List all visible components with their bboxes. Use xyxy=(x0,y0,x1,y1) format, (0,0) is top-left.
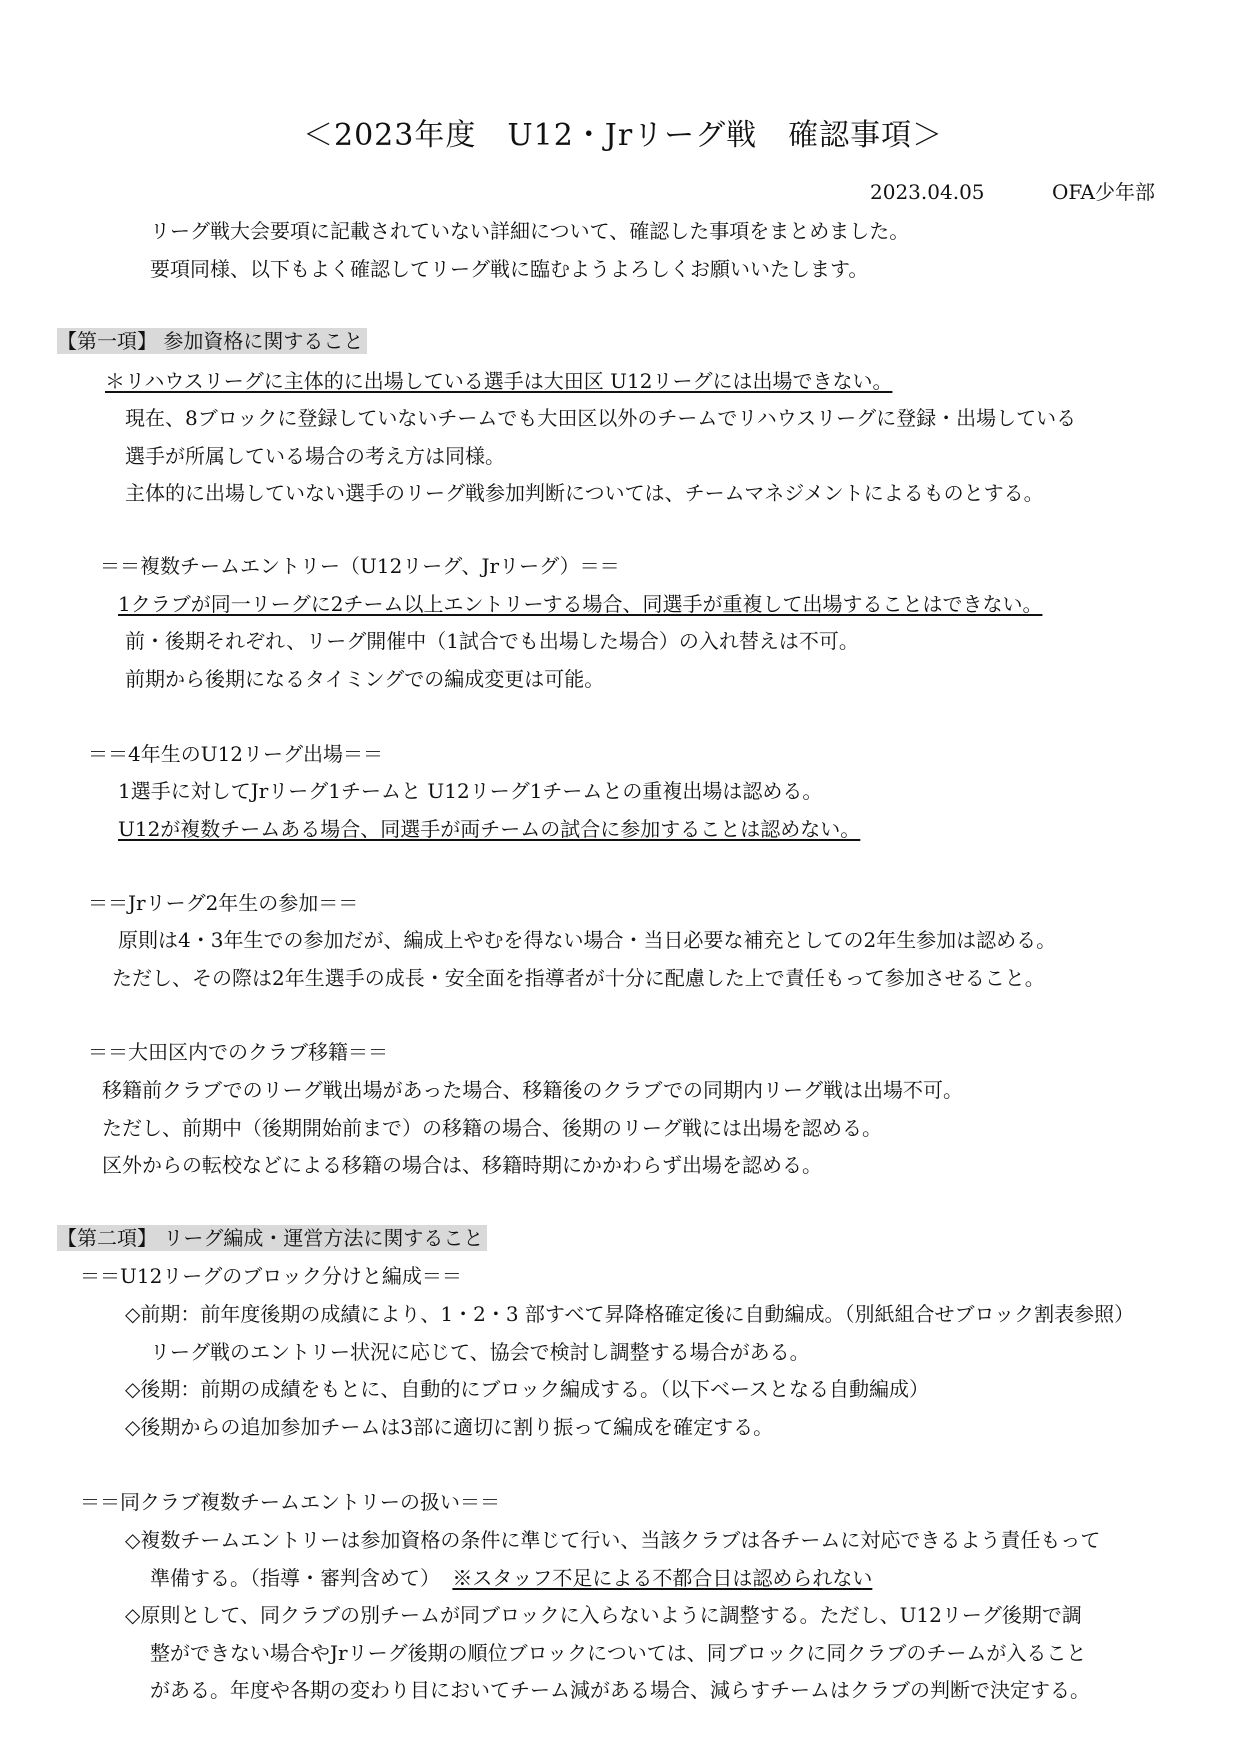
body-line: 選手が所属している場合の考え方は同様。 xyxy=(125,444,505,468)
body-line: ただし、その際は2年生選手の成長・安全面を指導者が十分に配慮した上で責任もって参加させること。 xyxy=(112,966,1045,990)
body-line xyxy=(150,1565,872,1591)
body-line: 移籍前クラブでのリーグ戦出場があった場合、移籍後のクラブでの同期内リーグ戦は出場不可。 xyxy=(102,1078,963,1102)
body-line: ◇後期：前期の成績をもとに、自動的にブロック編成する。（以下ベースとなる自動編成） xyxy=(125,1377,929,1401)
body-line: ◇後期からの追加参加チームは3部に適切に割り振って編成を確定する。 xyxy=(125,1415,774,1439)
body-line: ◇複数チームエントリーは参加資格の条件に準じて行い、当該クラブは各チームに対応できるよう責任もって xyxy=(125,1528,1101,1552)
section-heading: 【第一項】 参加資格に関すること xyxy=(57,328,367,354)
body-line: 整ができない場合やJrリーグ後期の順位ブロックについては、同ブロックに同クラブのチームが入ること xyxy=(150,1641,1087,1665)
body-line: 前期から後期になるタイミングでの編成変更は可能。 xyxy=(125,667,605,691)
body-text: 準備する。（指導・審判含めて） xyxy=(150,1566,440,1590)
body-line: 原則は4・3年生での参加だが、編成上やむを得ない場合・当日必要な補充としての2年生参加は認める。 xyxy=(118,928,1057,952)
subsection-heading: ＝＝大田区内でのクラブ移籍＝＝ xyxy=(88,1040,388,1064)
subsection-heading: ＝＝4年生のU12リーグ出場＝＝ xyxy=(88,742,384,766)
body-line: 現在、8ブロックに登録していないチームでも大田区以外のチームでリハウスリーグに登録・出場している xyxy=(125,406,1077,430)
body-line: 1選手に対してJrリーグ1チームと U12リーグ1チームとの重複出場は認める。 xyxy=(118,779,823,803)
rule-statement: U12が複数チームある場合、同選手が両チームの試合に参加することは認めない。 xyxy=(118,817,861,841)
body-line: 主体的に出場していない選手のリーグ戦参加判断については、チームマネジメントによるものとする。 xyxy=(125,481,1044,505)
body-line: ◇前期：前年度後期の成績により、1・2・3 部すべて昇降格確定後に自動編成。（別紙組合せブロック割表参照） xyxy=(125,1302,1135,1326)
body-line: がある。年度や各期の変わり目においてチーム減がある場合、減らすチームはクラブの判断で決定する。 xyxy=(150,1678,1090,1702)
document-title: ＜2023年度 U12・Jrリーグ戦 確認事項＞ xyxy=(303,118,944,153)
subsection-heading: ＝＝複数チームエントリー（U12リーグ、Jrリーグ）＝＝ xyxy=(100,554,620,578)
subsection-heading: ＝＝同クラブ複数チームエントリーの扱い＝＝ xyxy=(80,1490,500,1514)
subsection-heading: ＝＝U12リーグのブロック分けと編成＝＝ xyxy=(80,1264,462,1288)
rule-statement: ＊リハウスリーグに主体的に出場している選手は大田区 U12リーグには出場できない。 xyxy=(105,369,893,393)
body-line: ◇原則として、同クラブの別チームが同ブロックに入らないように調整する。ただし、U12リーグ後期で調 xyxy=(125,1603,1082,1627)
issue-date: 2023.04.05 xyxy=(870,180,985,204)
body-line: 区外からの転校などによる移籍の場合は、移籍時期にかかわらず出場を認める。 xyxy=(102,1153,822,1177)
subsection-heading: ＝＝Jrリーグ2年生の参加＝＝ xyxy=(88,891,359,915)
body-line: リーグ戦のエントリー状況に応じて、協会で検討し調整する場合がある。 xyxy=(150,1340,810,1364)
rule-statement: ※スタッフ不足による不都合日は認められない xyxy=(452,1566,873,1590)
intro-line: リーグ戦大会要項に記載されていない詳細について、確認した事項をまとめました。 xyxy=(150,219,910,243)
section-heading: 【第二項】 リーグ編成・運営方法に関すること xyxy=(57,1225,487,1251)
rule-statement: 1クラブが同一リーグに2チーム以上エントリーする場合、同選手が重複して出場することはできない。 xyxy=(118,592,1043,616)
body-line: ただし、前期中（後期開始前まで）の移籍の場合、後期のリーグ戦には出場を認める。 xyxy=(102,1116,882,1140)
issuing-organization: OFA少年部 xyxy=(1052,180,1155,204)
body-line: 前・後期それぞれ、リーグ開催中（1試合でも出場した場合）の入れ替えは不可。 xyxy=(125,629,859,653)
intro-line: 要項同様、以下もよく確認してリーグ戦に臨むようよろしくお願いいたします。 xyxy=(150,257,869,281)
